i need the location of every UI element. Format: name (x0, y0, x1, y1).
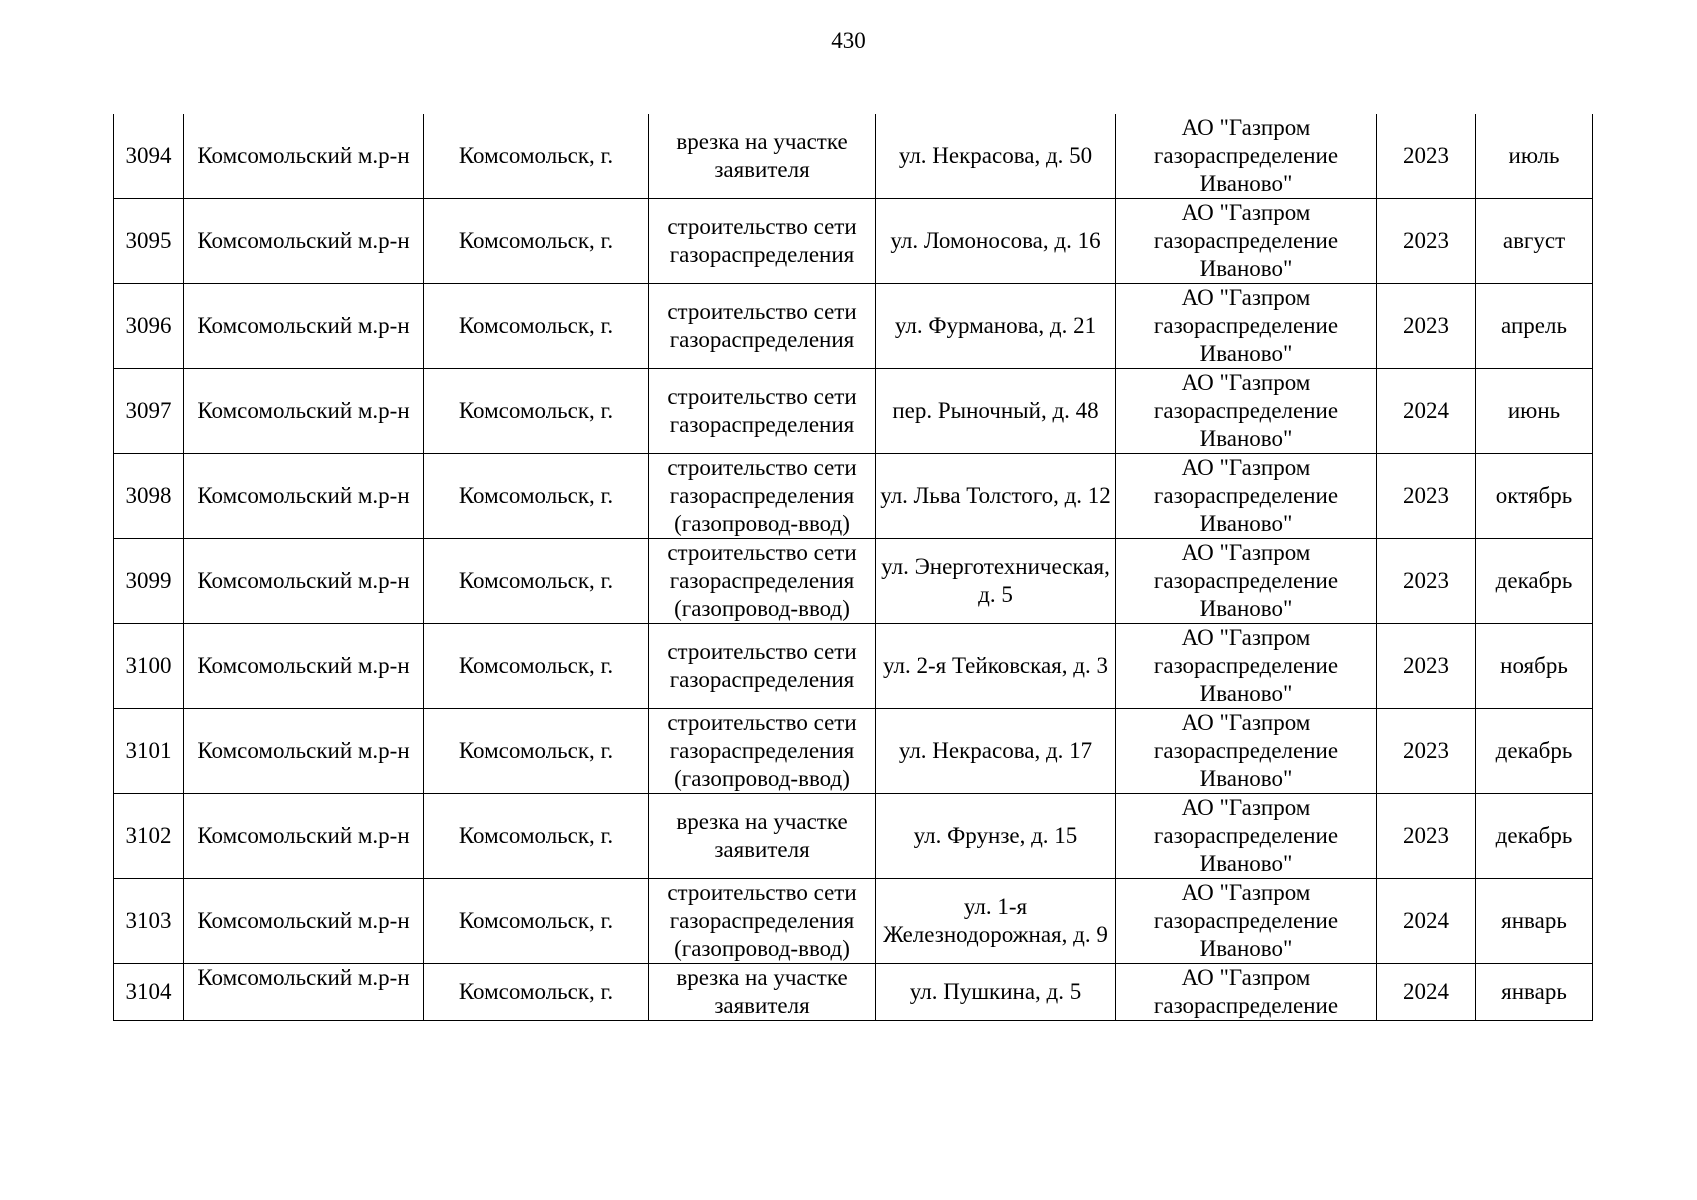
cell-district: Комсомольский м.р-н (184, 539, 424, 624)
cell-district: Комсомольский м.р-н (184, 964, 424, 1021)
cell-organization: АО "Газпром газораспределение Иваново" (1116, 369, 1377, 454)
cell-month: июнь (1476, 369, 1593, 454)
cell-address: ул. Фрунзе, д. 15 (876, 794, 1116, 879)
cell-work-type: строительство сети газораспределения (649, 369, 876, 454)
cell-district: Комсомольский м.р-н (184, 454, 424, 539)
cell-city: Комсомольск, г. (424, 709, 649, 794)
cell-address: ул. Пушкина, д. 5 (876, 964, 1116, 1021)
page-number: 430 (831, 28, 866, 53)
cell-city: Комсомольск, г. (424, 369, 649, 454)
cell-address: ул. Некрасова, д. 50 (876, 114, 1116, 199)
cell-organization: АО "Газпром газораспределение Иваново" (1116, 114, 1377, 199)
table-row (114, 964, 1593, 1021)
cell-address: ул. Фурманова, д. 21 (876, 284, 1116, 369)
cell-month: январь (1476, 964, 1593, 1021)
cell-work-type: строительство сети газораспределения (газопровод-ввод) (649, 539, 876, 624)
cell-work-type: строительство сети газораспределения (газопровод-ввод) (649, 454, 876, 539)
cell-address: ул. Льва Толстого, д. 12 (876, 454, 1116, 539)
cell-city: Комсомольск, г. (424, 284, 649, 369)
cell-district: Комсомольский м.р-н (184, 199, 424, 284)
cell-month: декабрь (1476, 794, 1593, 879)
cell-address: ул. 1-я Железнодорожная, д. 9 (876, 879, 1116, 964)
table-row (114, 114, 1593, 199)
table-row (114, 794, 1593, 879)
cell-district: Комсомольский м.р-н (184, 794, 424, 879)
cell-organization: АО "Газпром газораспределение Иваново" (1116, 624, 1377, 709)
cell-work-type: строительство сети газораспределения (газопровод-ввод) (649, 879, 876, 964)
cell-work-type: строительство сети газораспределения (649, 624, 876, 709)
cell-work-type: врезка на участке заявителя (649, 964, 876, 1021)
cell-number: 3103 (114, 879, 184, 964)
table-row (114, 624, 1593, 709)
table-row (114, 709, 1593, 794)
cell-organization: АО "Газпром газораспределение Иваново" (1116, 709, 1377, 794)
cell-city: Комсомольск, г. (424, 539, 649, 624)
cell-city: Комсомольск, г. (424, 454, 649, 539)
cell-number: 3098 (114, 454, 184, 539)
cell-number: 3099 (114, 539, 184, 624)
cell-district: Комсомольский м.р-н (184, 369, 424, 454)
cell-year: 2023 (1377, 539, 1476, 624)
cell-city: Комсомольск, г. (424, 624, 649, 709)
cell-year: 2023 (1377, 284, 1476, 369)
cell-month: декабрь (1476, 709, 1593, 794)
cell-work-type: строительство сети газораспределения (649, 284, 876, 369)
cell-year: 2023 (1377, 709, 1476, 794)
cell-year: 2023 (1377, 454, 1476, 539)
cell-city: Комсомольск, г. (424, 964, 649, 1021)
cell-year: 2023 (1377, 114, 1476, 199)
cell-month: октябрь (1476, 454, 1593, 539)
table-row (114, 539, 1593, 624)
cell-district: Комсомольский м.р-н (184, 284, 424, 369)
cell-address: пер. Рыночный, д. 48 (876, 369, 1116, 454)
cell-year: 2023 (1377, 794, 1476, 879)
cell-year: 2024 (1377, 879, 1476, 964)
table-row (114, 454, 1593, 539)
cell-month: апрель (1476, 284, 1593, 369)
cell-number: 3104 (114, 964, 184, 1021)
cell-work-type: строительство сети газораспределения (газопровод-ввод) (649, 709, 876, 794)
cell-month: август (1476, 199, 1593, 284)
cell-year: 2023 (1377, 199, 1476, 284)
cell-work-type: врезка на участке заявителя (649, 794, 876, 879)
cell-organization: АО "Газпром газораспределение Иваново" (1116, 539, 1377, 624)
cell-address: ул. 2-я Тейковская, д. 3 (876, 624, 1116, 709)
cell-address: ул. Некрасова, д. 17 (876, 709, 1116, 794)
cell-organization: АО "Газпром газораспределение Иваново" (1116, 879, 1377, 964)
cell-year: 2023 (1377, 624, 1476, 709)
cell-work-type: строительство сети газораспределения (649, 199, 876, 284)
cell-month: январь (1476, 879, 1593, 964)
cell-month: июль (1476, 114, 1593, 199)
cell-district: Комсомольский м.р-н (184, 624, 424, 709)
cell-city: Комсомольск, г. (424, 879, 649, 964)
cell-work-type: врезка на участке заявителя (649, 114, 876, 199)
cell-city: Комсомольск, г. (424, 794, 649, 879)
table-row (114, 879, 1593, 964)
cell-district: Комсомольский м.р-н (184, 879, 424, 964)
cell-organization: АО "Газпром газораспределение Иваново" (1116, 199, 1377, 284)
cell-number: 3102 (114, 794, 184, 879)
cell-number: 3094 (114, 114, 184, 199)
cell-district: Комсомольский м.р-н (184, 114, 424, 199)
cell-month: ноябрь (1476, 624, 1593, 709)
cell-address: ул. Энерготехническая, д. 5 (876, 539, 1116, 624)
table-row (114, 369, 1593, 454)
table-row (114, 199, 1593, 284)
table-row (114, 284, 1593, 369)
cell-organization: АО "Газпром газораспределение Иваново" (1116, 794, 1377, 879)
cell-number: 3096 (114, 284, 184, 369)
gas-connection-table (113, 114, 1593, 1021)
cell-number: 3097 (114, 369, 184, 454)
cell-district: Комсомольский м.р-н (184, 709, 424, 794)
cell-city: Комсомольск, г. (424, 114, 649, 199)
cell-city: Комсомольск, г. (424, 199, 649, 284)
cell-organization: АО "Газпром газораспределение Иваново" (1116, 454, 1377, 539)
cell-address: ул. Ломоносова, д. 16 (876, 199, 1116, 284)
cell-number: 3095 (114, 199, 184, 284)
cell-organization: АО "Газпром газораспределение (1116, 964, 1377, 1021)
cell-year: 2024 (1377, 964, 1476, 1021)
cell-number: 3101 (114, 709, 184, 794)
cell-year: 2024 (1377, 369, 1476, 454)
cell-number: 3100 (114, 624, 184, 709)
cell-organization: АО "Газпром газораспределение Иваново" (1116, 284, 1377, 369)
cell-month: декабрь (1476, 539, 1593, 624)
